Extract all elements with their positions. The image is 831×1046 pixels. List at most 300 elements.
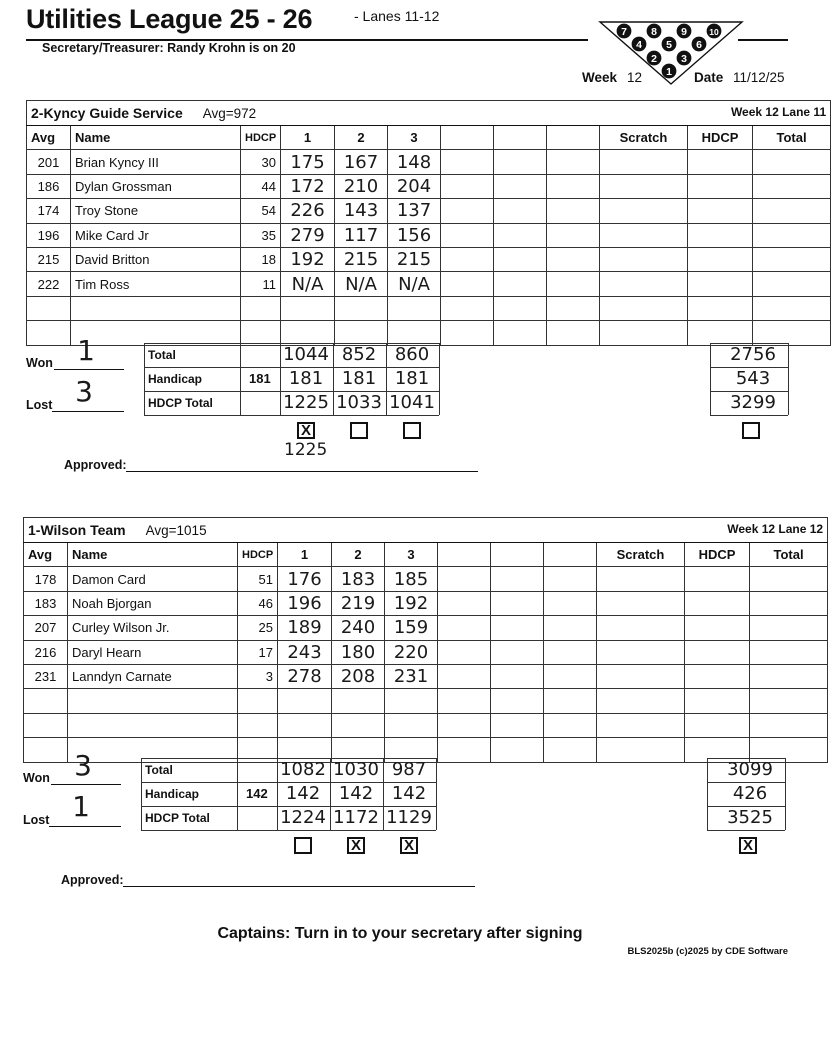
player-avg xyxy=(24,738,68,762)
team-average: Avg=972 xyxy=(202,106,257,121)
handicap-value-g2[interactable]: 181 xyxy=(341,368,377,389)
handicap-total-series[interactable]: 3299 xyxy=(730,392,776,413)
lost-value[interactable]: 3 xyxy=(75,375,93,408)
scratch-total-g2[interactable]: 852 xyxy=(341,344,377,365)
secretary-line: Secretary/Treasurer: Randy Krohn is on 20 xyxy=(42,41,296,55)
player-row xyxy=(27,321,831,345)
column-header-g2: 2 xyxy=(335,126,388,150)
player-g2[interactable] xyxy=(332,689,385,713)
column-header-g2: 2 xyxy=(332,543,385,567)
totals-hline xyxy=(707,830,785,831)
handwritten-note: 1225 xyxy=(284,440,328,460)
player-row xyxy=(24,664,828,688)
column-header-g3: 3 xyxy=(385,543,438,567)
empty-cell xyxy=(547,247,600,271)
player-name xyxy=(68,713,238,737)
empty-cell xyxy=(494,272,547,296)
empty-cell xyxy=(600,296,688,320)
empty-cell xyxy=(441,321,494,345)
player-row xyxy=(24,713,828,737)
empty-cell xyxy=(688,199,753,223)
empty-cell xyxy=(491,689,544,713)
empty-cell xyxy=(600,272,688,296)
totals-vline xyxy=(240,343,241,415)
footer-copyright: BLS2025b (c)2025 by CDE Software xyxy=(627,946,788,957)
empty-cell xyxy=(544,640,597,664)
player-avg: 174 xyxy=(27,199,71,223)
totals-vline xyxy=(785,758,786,830)
empty-cell xyxy=(750,689,828,713)
player-g3[interactable] xyxy=(388,321,441,345)
empty-cell xyxy=(441,272,494,296)
player-g2[interactable]: 219 xyxy=(332,591,385,615)
empty-cell xyxy=(544,738,597,762)
empty-cell xyxy=(685,689,750,713)
lost-label: Lost xyxy=(26,398,53,412)
totals-vline xyxy=(237,758,238,830)
empty-cell xyxy=(685,713,750,737)
totals-vline xyxy=(788,343,789,415)
player-g3[interactable] xyxy=(385,689,438,713)
totals-vline xyxy=(436,758,437,830)
approved-label: Approved: xyxy=(61,873,124,887)
player-g2[interactable]: 117 xyxy=(335,223,388,247)
empty-cell xyxy=(544,591,597,615)
handicap-total-g1[interactable]: 1224 xyxy=(280,807,326,828)
player-g1[interactable]: 279 xyxy=(281,223,335,247)
empty-cell xyxy=(547,321,600,345)
empty-cell xyxy=(750,567,828,591)
player-hdcp xyxy=(241,321,281,345)
player-hdcp: 35 xyxy=(241,223,281,247)
empty-cell xyxy=(597,689,685,713)
player-hdcp: 44 xyxy=(241,174,281,198)
empty-cell xyxy=(494,296,547,320)
empty-cell xyxy=(600,174,688,198)
player-g3[interactable]: 220 xyxy=(385,640,438,664)
player-g1[interactable] xyxy=(278,689,332,713)
empty-cell xyxy=(685,640,750,664)
player-name: David Britton xyxy=(71,247,241,271)
player-name: Damon Card xyxy=(68,567,238,591)
player-name: Dylan Grossman xyxy=(71,174,241,198)
handicap-value-g2[interactable]: 142 xyxy=(338,783,374,804)
won-underline xyxy=(54,369,124,370)
week-value: 12 xyxy=(627,70,643,85)
team-name: 1-Wilson Team xyxy=(28,522,126,538)
column-header-hdcp2: HDCP xyxy=(685,543,750,567)
pin-number: 8 xyxy=(651,25,657,38)
team-name: 2-Kyncy Guide Service xyxy=(31,105,183,121)
player-hdcp: 18 xyxy=(241,247,281,271)
empty-cell xyxy=(441,223,494,247)
handicap-total-g3[interactable]: 1041 xyxy=(389,392,435,413)
handicap-total-g3[interactable]: 1129 xyxy=(386,807,432,828)
empty-cell xyxy=(597,640,685,664)
column-header-hdcp: HDCP xyxy=(238,543,278,567)
empty-cell xyxy=(491,713,544,737)
player-hdcp xyxy=(238,689,278,713)
empty-cell xyxy=(753,272,831,296)
player-g1[interactable]: N/A xyxy=(281,272,335,296)
player-avg: 201 xyxy=(27,150,71,174)
pin-number: 4 xyxy=(636,38,642,51)
empty-cell xyxy=(491,591,544,615)
captains-instruction: Captains: Turn in to your secretary after signing xyxy=(217,925,583,942)
column-header-blank xyxy=(441,126,494,150)
totals-hline xyxy=(141,830,436,831)
handicap-label: Handicap xyxy=(148,372,203,386)
empty-cell xyxy=(494,174,547,198)
column-header-blank xyxy=(544,543,597,567)
player-row xyxy=(27,247,831,271)
player-avg: 222 xyxy=(27,272,71,296)
lost-underline xyxy=(49,826,121,827)
empty-cell xyxy=(441,296,494,320)
game-checkbox[interactable] xyxy=(742,422,760,439)
player-g3[interactable] xyxy=(388,296,441,320)
player-name xyxy=(68,689,238,713)
team-title-bar xyxy=(24,518,828,543)
empty-cell xyxy=(600,247,688,271)
empty-cell xyxy=(750,664,828,688)
empty-cell xyxy=(494,199,547,223)
player-name: Brian Kyncy III xyxy=(71,150,241,174)
lost-label: Lost xyxy=(23,813,50,827)
column-header-scratch: Scratch xyxy=(597,543,685,567)
empty-cell xyxy=(547,150,600,174)
player-g1[interactable]: 175 xyxy=(281,150,335,174)
player-avg: 215 xyxy=(27,247,71,271)
scratch-total-g1[interactable]: 1044 xyxy=(283,344,329,365)
column-header-total: Total xyxy=(753,126,831,150)
column-header-hdcp2: HDCP xyxy=(688,126,753,150)
empty-cell xyxy=(688,296,753,320)
hdcp-total-label: HDCP Total xyxy=(145,811,210,825)
player-g3[interactable]: 192 xyxy=(385,591,438,615)
totals-hline xyxy=(144,415,439,416)
player-g2[interactable]: 215 xyxy=(335,247,388,271)
player-g2[interactable]: 167 xyxy=(335,150,388,174)
player-g1[interactable]: 278 xyxy=(278,664,332,688)
empty-cell xyxy=(441,199,494,223)
empty-cell xyxy=(597,567,685,591)
empty-cell xyxy=(491,664,544,688)
handicap-value-g1[interactable]: 142 xyxy=(285,783,321,804)
week-lane-label: Week 12 Lane 12 xyxy=(727,522,824,536)
empty-cell xyxy=(544,689,597,713)
empty-cell xyxy=(750,591,828,615)
player-row xyxy=(27,223,831,247)
player-avg xyxy=(24,689,68,713)
team-title-bar xyxy=(27,101,831,126)
player-name: Daryl Hearn xyxy=(68,640,238,664)
empty-cell xyxy=(688,174,753,198)
player-row xyxy=(27,199,831,223)
hdcp-total-label: HDCP Total xyxy=(148,396,213,410)
empty-cell xyxy=(547,199,600,223)
scratch-total-g1[interactable]: 1082 xyxy=(280,759,326,780)
column-header-g3: 3 xyxy=(388,126,441,150)
handicap-label: Handicap xyxy=(145,787,200,801)
game-checkbox[interactable]: X xyxy=(400,837,418,854)
player-g3[interactable]: N/A xyxy=(388,272,441,296)
player-avg xyxy=(24,713,68,737)
page-title: Utilities League 25 - 26 xyxy=(26,4,313,34)
empty-cell xyxy=(491,616,544,640)
game-checkbox[interactable] xyxy=(403,422,421,439)
team-handicap-value: 142 xyxy=(246,786,268,801)
column-header-row xyxy=(24,543,828,567)
player-hdcp: 3 xyxy=(238,664,278,688)
player-g1[interactable]: 189 xyxy=(278,616,332,640)
column-header-g1: 1 xyxy=(278,543,332,567)
player-hdcp: 54 xyxy=(241,199,281,223)
empty-cell xyxy=(438,616,491,640)
player-hdcp: 30 xyxy=(241,150,281,174)
player-g2[interactable]: 240 xyxy=(332,616,385,640)
handicap-total-series[interactable]: 3525 xyxy=(727,807,773,828)
team-handicap-value: 181 xyxy=(249,371,271,386)
player-name: Curley Wilson Jr. xyxy=(68,616,238,640)
empty-cell xyxy=(688,150,753,174)
empty-cell xyxy=(494,223,547,247)
date-value: 11/12/25 xyxy=(733,70,785,85)
pin-number: 10 xyxy=(709,26,719,37)
column-header-blank xyxy=(547,126,600,150)
game-checkbox[interactable]: X xyxy=(347,837,365,854)
player-g3[interactable]: 137 xyxy=(388,199,441,223)
player-g1[interactable] xyxy=(278,713,332,737)
lanes-label: - Lanes 11-12 xyxy=(354,8,440,24)
empty-cell xyxy=(544,713,597,737)
pin-number: 1 xyxy=(666,65,672,78)
team-score-table xyxy=(26,100,831,346)
scratch-total-series[interactable]: 2756 xyxy=(730,344,776,365)
won-label: Won xyxy=(23,771,50,785)
won-value[interactable]: 3 xyxy=(74,749,92,782)
column-header-g1: 1 xyxy=(281,126,335,150)
game-checkbox[interactable]: X xyxy=(297,422,315,439)
player-row xyxy=(24,689,828,713)
handicap-value-g3[interactable]: 181 xyxy=(394,368,430,389)
player-g3[interactable]: 156 xyxy=(388,223,441,247)
empty-cell xyxy=(441,174,494,198)
approved-signature-line xyxy=(123,886,475,887)
player-hdcp: 17 xyxy=(238,640,278,664)
player-g2[interactable] xyxy=(332,713,385,737)
player-row xyxy=(27,296,831,320)
date-label: Date xyxy=(694,70,724,85)
player-hdcp xyxy=(238,713,278,737)
column-header-blank xyxy=(491,543,544,567)
player-g1[interactable]: 196 xyxy=(278,591,332,615)
player-g2[interactable]: N/A xyxy=(335,272,388,296)
totals-vline xyxy=(710,343,711,415)
pin-number: 9 xyxy=(681,25,687,38)
empty-cell xyxy=(441,150,494,174)
won-value[interactable]: 1 xyxy=(77,334,95,367)
handicap-value-g1[interactable]: 181 xyxy=(288,368,324,389)
player-g2[interactable]: 183 xyxy=(332,567,385,591)
handicap-total-g2[interactable]: 1172 xyxy=(333,807,379,828)
player-g1[interactable]: 226 xyxy=(281,199,335,223)
player-avg: 216 xyxy=(24,640,68,664)
player-g3[interactable]: 204 xyxy=(388,174,441,198)
pin-number: 5 xyxy=(666,38,672,51)
player-row xyxy=(24,567,828,591)
player-row xyxy=(27,174,831,198)
empty-cell xyxy=(685,591,750,615)
empty-cell xyxy=(597,713,685,737)
empty-cell xyxy=(753,199,831,223)
player-name: Tim Ross xyxy=(71,272,241,296)
empty-cell xyxy=(547,296,600,320)
scratch-total-series[interactable]: 3099 xyxy=(727,759,773,780)
column-header-name: Name xyxy=(68,543,238,567)
lost-underline xyxy=(52,411,124,412)
scratch-total-g3[interactable]: 860 xyxy=(394,344,430,365)
empty-cell xyxy=(685,567,750,591)
week-label: Week xyxy=(582,70,618,85)
column-header-total: Total xyxy=(750,543,828,567)
player-row xyxy=(24,616,828,640)
week-lane-label: Week 12 Lane 11 xyxy=(730,105,827,119)
player-hdcp xyxy=(241,296,281,320)
handicap-value-series[interactable]: 543 xyxy=(735,368,771,389)
empty-cell xyxy=(753,247,831,271)
empty-cell xyxy=(753,296,831,320)
player-avg: 196 xyxy=(27,223,71,247)
empty-cell xyxy=(491,567,544,591)
empty-cell xyxy=(544,616,597,640)
won-label: Won xyxy=(26,356,53,370)
pin-number: 6 xyxy=(696,38,702,51)
scratch-total-g2[interactable]: 1030 xyxy=(333,759,379,780)
player-g3[interactable]: 231 xyxy=(385,664,438,688)
player-g1[interactable]: 243 xyxy=(278,640,332,664)
empty-cell xyxy=(753,150,831,174)
player-g3[interactable]: 159 xyxy=(385,616,438,640)
team-average: Avg=1015 xyxy=(145,523,207,538)
player-g3[interactable] xyxy=(385,713,438,737)
game-checkbox[interactable] xyxy=(350,422,368,439)
player-avg: 231 xyxy=(24,664,68,688)
empty-cell xyxy=(753,223,831,247)
player-g2[interactable]: 210 xyxy=(335,174,388,198)
empty-cell xyxy=(438,640,491,664)
player-g3[interactable]: 215 xyxy=(388,247,441,271)
totals-label: Total xyxy=(145,763,173,777)
empty-cell xyxy=(547,174,600,198)
header-rule-right xyxy=(738,39,788,41)
game-checkbox[interactable]: X xyxy=(739,837,757,854)
lost-value[interactable]: 1 xyxy=(72,790,90,823)
column-header-scratch: Scratch xyxy=(600,126,688,150)
empty-cell xyxy=(438,567,491,591)
approved-label: Approved: xyxy=(64,458,127,472)
empty-cell xyxy=(491,738,544,762)
column-header-row xyxy=(27,126,831,150)
empty-cell xyxy=(438,591,491,615)
scratch-total-g3[interactable]: 987 xyxy=(391,759,427,780)
player-g1[interactable] xyxy=(281,321,335,345)
empty-cell xyxy=(597,664,685,688)
player-g1[interactable]: 192 xyxy=(281,247,335,271)
player-g2[interactable]: 180 xyxy=(332,640,385,664)
empty-cell xyxy=(688,223,753,247)
handicap-value-g3[interactable]: 142 xyxy=(391,783,427,804)
player-name: Noah Bjorgan xyxy=(68,591,238,615)
empty-cell xyxy=(438,664,491,688)
player-hdcp: 25 xyxy=(238,616,278,640)
player-avg xyxy=(27,321,71,345)
totals-vline xyxy=(144,343,145,415)
pin-number: 3 xyxy=(681,52,687,65)
empty-cell xyxy=(750,640,828,664)
player-g1[interactable] xyxy=(281,296,335,320)
player-name xyxy=(71,296,241,320)
player-g1[interactable]: 176 xyxy=(278,567,332,591)
empty-cell xyxy=(438,738,491,762)
empty-cell xyxy=(491,640,544,664)
empty-cell xyxy=(597,591,685,615)
player-g2[interactable]: 208 xyxy=(332,664,385,688)
player-hdcp: 11 xyxy=(241,272,281,296)
empty-cell xyxy=(544,664,597,688)
empty-cell xyxy=(600,199,688,223)
player-row xyxy=(24,640,828,664)
totals-label: Total xyxy=(148,348,176,362)
player-avg xyxy=(27,296,71,320)
totals-hline xyxy=(710,415,788,416)
player-g2[interactable] xyxy=(335,296,388,320)
handicap-total-g1[interactable]: 1225 xyxy=(283,392,329,413)
player-g2[interactable]: 143 xyxy=(335,199,388,223)
team-score-table xyxy=(23,517,828,763)
empty-cell xyxy=(494,321,547,345)
game-checkbox[interactable] xyxy=(294,837,312,854)
empty-cell xyxy=(753,321,831,345)
player-row xyxy=(27,272,831,296)
player-row xyxy=(27,150,831,174)
player-g1[interactable]: 172 xyxy=(281,174,335,198)
empty-cell xyxy=(685,616,750,640)
approved-signature-line xyxy=(126,471,478,472)
empty-cell xyxy=(547,272,600,296)
player-g3[interactable]: 148 xyxy=(388,150,441,174)
column-header-hdcp: HDCP xyxy=(241,126,281,150)
empty-cell xyxy=(494,247,547,271)
empty-cell xyxy=(597,738,685,762)
column-header-avg: Avg xyxy=(24,543,68,567)
empty-cell xyxy=(544,567,597,591)
empty-cell xyxy=(438,713,491,737)
empty-cell xyxy=(600,321,688,345)
column-header-avg: Avg xyxy=(27,126,71,150)
player-hdcp: 51 xyxy=(238,567,278,591)
empty-cell xyxy=(688,321,753,345)
pin-number: 7 xyxy=(621,25,627,38)
empty-cell xyxy=(750,713,828,737)
empty-cell xyxy=(494,150,547,174)
player-row xyxy=(24,591,828,615)
player-g3[interactable]: 185 xyxy=(385,567,438,591)
handicap-value-series[interactable]: 426 xyxy=(732,783,768,804)
player-g2[interactable] xyxy=(335,321,388,345)
column-header-blank xyxy=(494,126,547,150)
handicap-total-g2[interactable]: 1033 xyxy=(336,392,382,413)
